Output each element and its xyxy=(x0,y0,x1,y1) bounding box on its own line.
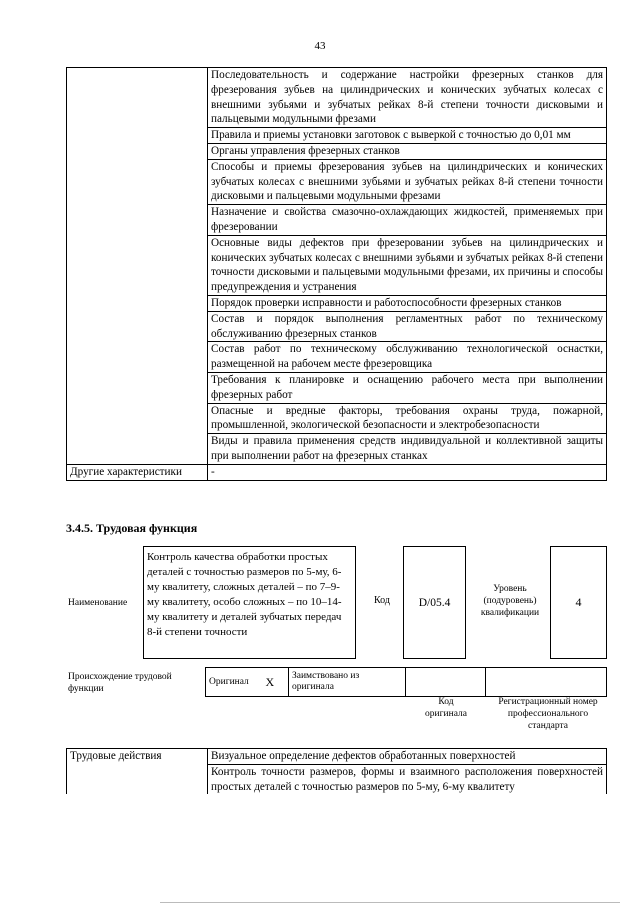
other-characteristics-label: Другие характеристики xyxy=(67,464,208,480)
function-code-box xyxy=(403,546,466,659)
requirement-item: Состав и порядок выполнения регламентных работ по техническому обслуживанию фрезерных станков xyxy=(208,311,607,342)
borrowed-label: Заимствовано из оригинала xyxy=(289,668,406,697)
labor-action-item: Контроль точности размеров, формы и взаимного расположения поверхностей простых деталей с точностью размеров по 5-му, 6-му квалитету xyxy=(208,764,607,794)
function-name: Контроль качества обработки простых деталей с точностью размеров по 5-му, 6-му квалитету, сложных деталей – по 7–9-му квалитету, особо сложных – по 10–14-му квалитету и деталей зубчатых передач 8-й степени точности xyxy=(147,551,342,638)
labor-actions-label: Трудовые действия xyxy=(67,749,208,795)
qualification-level: 4 xyxy=(575,595,582,609)
requirement-item: Состав работ по техническому обслуживанию технологической оснастки, размещенной на рабочем месте фрезеровщика xyxy=(208,342,607,373)
knowledge-label-cell xyxy=(67,68,208,465)
code-label: Код xyxy=(374,595,390,606)
page-bottom-edge xyxy=(160,902,620,903)
requirement-item: Органы управления фрезерных станков xyxy=(208,143,607,159)
section-heading: 3.4.5. Трудовая функция xyxy=(66,521,198,535)
code-original-caption: Код оригинала xyxy=(425,697,467,719)
labor-actions-table xyxy=(66,748,607,794)
requirement-item: Требования к планировке и оснащению рабочего места при выполнении фрезерных работ xyxy=(208,372,607,403)
requirement-item: Виды и правила применения средств индивидуальной и коллективной защиты при выполнении работ на фрезерных станках xyxy=(208,434,607,465)
function-name-box xyxy=(143,546,356,659)
page-number: 43 xyxy=(314,40,326,52)
requirement-item: Опасные и вредные факторы, требования охраны труда, пожарной, промышленной, экологической безопасности и электробезопасности xyxy=(208,403,607,434)
registration-number-cell xyxy=(486,668,607,697)
original-label: Оригинал xyxy=(206,668,263,697)
origin-table xyxy=(205,667,607,697)
qualification-level-box xyxy=(550,546,607,659)
requirement-item: Последовательность и содержание настройки фрезерных станков для фрезерования зубьев на цилиндрических и конических зубчатых колесах с внешними зубьями и зубчатых рейках 8-й степени точности дисковыми и пальцевыми модульными фрезами xyxy=(208,68,607,128)
origin-label: Происхождение трудовой функции xyxy=(68,672,172,694)
other-characteristics-value: - xyxy=(208,464,607,480)
requirement-item: Основные виды дефектов при фрезеровании зубьев на цилиндрических и конических зубчатых колесах с внешними зубьями и зубчатых рейках 8-й степени точности дисковыми и пальцевыми модульными фрезами, их причины и способы предупреждения и устранения xyxy=(208,235,607,295)
table-row xyxy=(67,68,607,128)
knowledge-table xyxy=(66,67,607,481)
table-row xyxy=(67,749,607,765)
function-code: D/05.4 xyxy=(418,596,451,609)
registration-number-caption: Регистрационный номер профессионального стандарта xyxy=(498,697,598,731)
requirement-item: Правила и приемы установки заготовок с выверкой с точностью до 0,01 мм xyxy=(208,128,607,144)
original-mark: X xyxy=(263,668,289,697)
level-label: Уровень (подуровень) квалификации xyxy=(480,584,540,618)
labor-action-item: Визуальное определение дефектов обработанных поверхностей xyxy=(208,749,607,765)
original-code-cell xyxy=(406,668,486,697)
table-row xyxy=(67,464,607,480)
requirement-item: Порядок проверки исправности и работоспособности фрезерных станков xyxy=(208,295,607,311)
name-label: Наименование xyxy=(68,598,128,608)
table-row xyxy=(206,668,607,697)
requirement-item: Способы и приемы фрезерования зубьев на цилиндрических и конических зубчатых колесах с внешними зубьями и зубчатых рейках 8-й степени точности дисковыми и пальцевыми модульными фрезами xyxy=(208,159,607,204)
requirement-item: Назначение и свойства смазочно-охлаждающих жидкостей, применяемых при фрезеровании xyxy=(208,205,607,236)
